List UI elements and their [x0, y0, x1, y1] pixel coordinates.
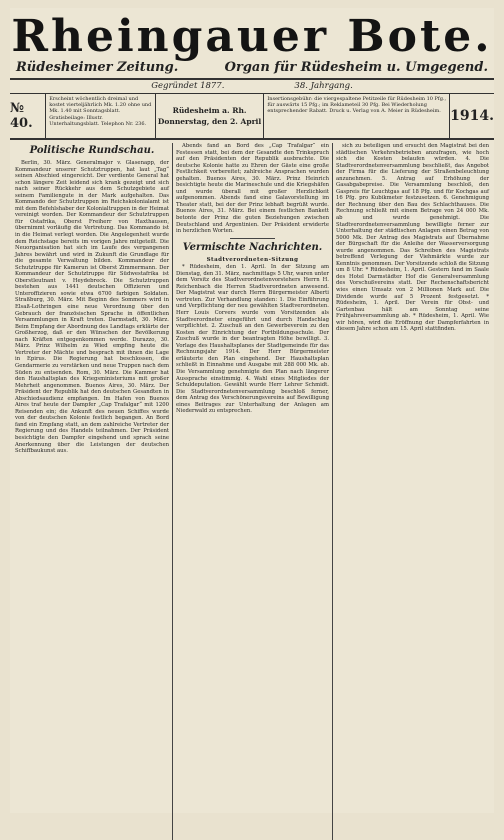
issue-place: Rüdesheim a. Rh. [172, 106, 247, 115]
column-3 [332, 143, 492, 840]
article-columns [10, 140, 494, 840]
issue-number: № 40. [10, 94, 46, 138]
masthead-subtitle-row [10, 60, 494, 78]
advertising-info: Insertionsgebühr: die viergespaltene Petitzeile für Rüdesheim 10 Pfg., für auswärts 15 Pfg.; im Reklameteil 30 Pfg. Bei Wiederholung entsprechender Rabatt. Druck u. Verlag von A. Meier in Rüdesheim. [264, 94, 450, 138]
newspaper-page [10, 8, 494, 813]
volume-number: 38. Jahrgang. [294, 81, 353, 91]
subscription-info: Erscheint wöchentlich dreimal und kostet vierteljährlich Mk. 1.20 ohne und Mk. 1.40 mit Sonntagsblatt. Gratisbeilage: Illustr. Unterhaltungsblatt. Telephon Nr. 236. [46, 94, 156, 138]
newspaper-title: Rheingauer Bote. [11, 11, 493, 62]
article-text: Berlin, 30. März. Generalmajor v. Glasenapp, der Kommandeur unserer Schutztruppen, hat laut „Tag“ seinen Abschied eingereicht. Der verdiente General hat schon längere Zeit leidend sich krank gezeigt und sich nach seiner Rückkehr aus dem Schutzgebiete auf seinem Familiengute in der Mark aufgehalten. Das Kommando der Schutztruppen im Reichskolonialamt ist mit dem Befehlshaber der Kolonialtruppen in der Heimat vereinigt worden. Der Kommandeur der Schutztruppen für Ostafrika, Oberst Freiherr von Haxthausen, übernimmt vorläufig die Vertretung. Das Kommando ist in die Heimat verlegt worden. Die Angelegenheit wurde dem Reichstage bereits im vorigen Jahre mitgeteilt. Die Neuorganisation hat sich im Laufe des vergangenen Jahres bewährt und wird in Zukunft die Grundlage für die gesamte Verwaltung bilden. Kommandeur der Schutztruppe für Kamerun ist Oberst Zimmermann. Der Kommandeur der Schutztruppe für Südwestafrika ist Oberstleutnant v. Heydebreck. Die Schutztruppen bestehen aus 1441 deutschen Offizieren und Unteroffizieren sowie etwa 6700 farbigen Soldaten. Straßburg, 30. März. Mit Beginn des Sommers wird in Elsaß-Lothringen eine neue Verordnung über den Gebrauch der französischen Sprache in öffentlichen Versammlungen in Kraft treten. Darmstadt, 30. März. Beim Empfang der Abordnung des Landtags erklärte der Großherzog, daß er den Wünschen der Bevölkerung nach Kräften entgegenkommen werde. Durazzo, 30. März. Prinz Wilhelm zu Wied empfing heute die Vertreter der Mächte und besprach mit ihnen die Lage in Epirus. Die Regierung hat beschlossen, die Gendarmerie zu verstärken und neue Truppen nach dem Süden zu entsenden. Rom, 30. März. Die Kammer hat den Haushaltsplan des Kriegsministeriums mit großer Mehrheit angenommen. Buenos Aires, 30. März. Der Präsident der Republik hat den deutschen Gesandten in Abschiedsaudienz empfangen. Im Hafen von Buenos Aires traf heute der Dampfer „Cap Trafalgar“ mit 1200 Reisenden ein; die Ankunft des neuen Schiffes wurde von der deutschen Kolonie festlich begangen. An Bord fand ein Empfang statt, an dem zahlreiche Vertreter der Regierung und des Handels teilnahmen. Der Präsident besichtigte den Dampfer eingehend und sprach seine Anerkennung über die Leistungen der deutschen Schiffbaukunst aus. [15, 160, 169, 455]
issue-info-row [10, 94, 494, 140]
column-1 [12, 143, 172, 840]
issue-year: 1914. [450, 108, 494, 124]
section-heading-news: Vermischte Nachrichten. [182, 241, 323, 253]
issue-date: Donnerstag, den 2. April [157, 117, 262, 126]
article-subheading: Stadtverordneten-Sitzung [206, 256, 299, 263]
article-text: * Rüdesheim, den 1. April. In der Sitzung am Dienstag, den 31. März, nachmittags 5 Uhr, waren unter dem Vorsitz des Stadtverordnetenvorstehers Herrn H. Reichenbach die Herren Stadtverordneten anwesend. Der Magistrat war durch Herrn Bürgermeister Alberti vertreten. Zur Verhandlung standen: 1. Die Einführung und Verpflichtung der neu gewählten Stadtverordneten. Herr Louis Corvers wurde vom Vorsitzenden als Stadtverordneter eingeführt und durch Handschlag verpflichtet. 2. Zuschuß an den Gewerbeverein zu den Kosten der Einrichtung der Fortbildungsschule. Der Zuschuß wurde in der beantragten Höhe bewilligt. 3. Vorlage des Haushaltsplanes der Stadtgemeinde für das Rechnungsjahr 1914. Der Herr Bürgermeister erläuterte den Plan eingehend. Der Haushaltsplan schließt in Einnahme und Ausgabe mit 288 000 Mk. ab. Die Versammlung genehmigte den Plan nach längerer Aussprache einstimmig. 4. Wahl eines Mitgliedes der Schuldeputation. Gewählt wurde Herr Lehrer Schmidt. Die Stadtverordnetenversammlung beschloß ferner, dem Antrag des Verschönerungsvereins auf Bewilligung eines Beitrages zur Unterhaltung der Anlagen am Niederwald zu entsprechen. [176, 264, 329, 415]
article-text: sich zu beteiligen und ersucht den Magistrat bei den städtischen Verkehrsbetrieben anzufragen, wie hoch sich die Kosten belaufen würden. 4. Die Stadtverordnetenversammlung beschließt, das Angebot der Firma für die Lieferung der Straßenbeleuchtung anzunehmen. 5. Antrag auf Erhöhung der Gasabgabepreise. Die Versammlung beschloß, den Gaspreis für Leuchtgas auf 18 Pfg. und für Kochgas auf 16 Pfg. pro Kubikmeter festzusetzen. 6. Genehmigung der Rechnung über den Bau des Schlachthauses. Die Rechnung schließt mit einem Betrage von 24 000 Mk. ab und wurde genehmigt. Die Stadtverordnetenversammlung bewilligte ferner zur Unterhaltung der städtischen Anlagen einen Betrag von 5000 Mk. Der Antrag des Magistrats auf Übernahme der Bürgschaft für die Anleihe der Wasserversorgung wurde angenommen. Das Schreiben des Magistrats betreffend Verlegung der Viehmärkte wurde zur Kenntnis genommen. Der Vorsitzende schloß die Sitzung um 8 Uhr. * Rüdesheim, 1. April. Gestern fand im Saale des Hotel Darmstädter Hof die Generalversammlung des Vorschußvereins statt. Der Rechenschaftsbericht wies einen Umsatz von 2 Millionen Mark auf. Die Dividende wurde auf 5 Prozent festgesetzt. * Rüdesheim, 1. April. Der Verein für Obst- und Gartenbau hält am Sonntag seine Frühjahrsversammlung ab. * Rüdesheim, 1. April. Wie wir hören, wird die Eröffnung der Dampferfahrten in diesem Jahre schon am 15. April stattfinden. [336, 143, 489, 333]
divider [230, 238, 276, 239]
masthead [10, 8, 494, 79]
founded-row [10, 79, 494, 94]
article-text: Abends fand an Bord des „Cap Trafalgar“ ein Festessen statt, bei dem der Gesandte den Trinkspruch auf den Präsidenten der Republik ausbrachte. Die deutsche Kolonie hatte zu Ehren der Gäste eine große Festlichkeit vorbereitet; zahlreiche Ansprachen wurden gehalten. Buenos Aires, 30. März. Prinz Heinrich besichtigte heute die Marineschule und die Kriegshäfen und wurde überall mit großer Herzlichkeit aufgenommen. Abends fand eine Galavorstellung im Theater statt, bei der der Prinz lebhaft begrüßt wurde. Buenos Aires, 31. März. Bei einem festlichen Bankett betonte der Prinz die guten Beziehungen zwischen Deutschland und Argentinien. Der Präsident erwiderte in herzlichen Worten. [176, 143, 329, 235]
subtitle-right: Organ für Rüdesheim u. Umgegend. [224, 60, 488, 75]
subtitle-left: Rüdesheimer Zeitung. [16, 60, 179, 75]
issue-date-block [156, 94, 265, 138]
section-heading-politics: Politische Rundschau. [29, 145, 155, 156]
column-2 [172, 143, 332, 840]
founded-year: Gegründet 1877. [151, 81, 225, 91]
